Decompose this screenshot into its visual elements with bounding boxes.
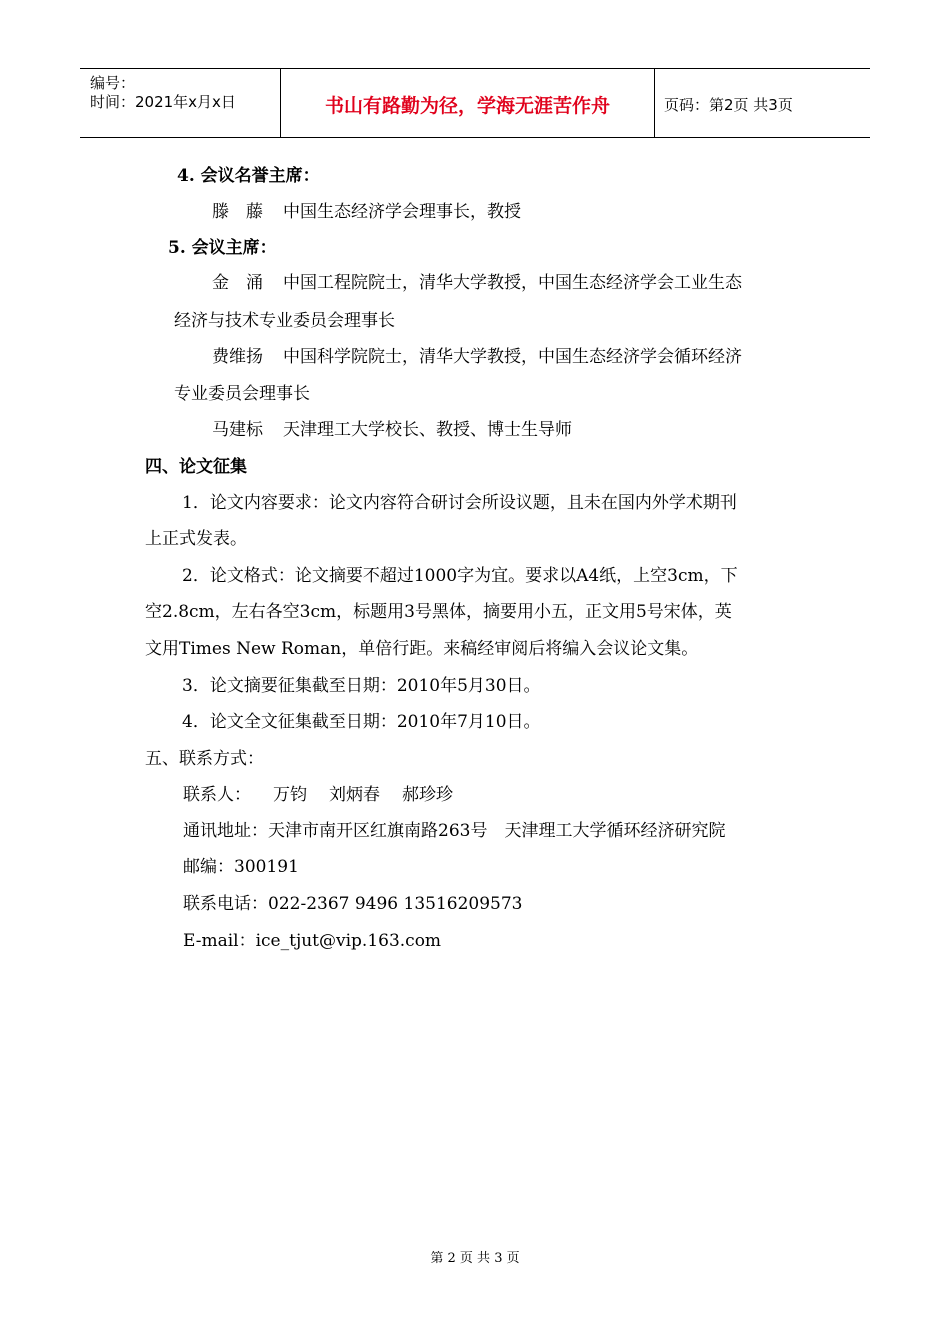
paper-item-4: 4．论文全文征集截至日期：2010年7月10日。 [182,712,541,732]
chair-entry-1 [212,268,742,293]
page-header [80,68,870,138]
person-desc: 中国科学院院士，清华大学教授，中国生态经济学会循环经济 [283,347,742,367]
serial-label: 编号： [90,74,136,92]
honorary-chair-entry [212,197,521,222]
motto-text: 书山有路勤为径，学海无涯苦作舟 [324,95,610,117]
honorary-chair-heading [177,161,320,186]
contact-person: 万钧 [273,785,307,805]
contact-heading: 五、联系方式： [145,749,264,769]
header-motto-cell [281,69,655,137]
paper-item-1: 1．论文内容要求：论文内容符合研讨会所设议题，且未在国内外学术期刊 [182,493,737,513]
person-desc: 中国工程院院士，清华大学教授，中国生态经济学会工业生态 [283,273,742,293]
person-name: 马建标 [212,420,263,440]
contact-phone: 联系电话：022-2367 9496 13516209573 [183,894,523,914]
honorary-chair-title: 4. 会议名誉主席： [177,166,320,186]
paper-item-1-cont: 上正式发表。 [145,529,247,549]
person-name: 滕 藤 [212,202,263,222]
chair-entry-1-cont: 经济与技术专业委员会理事长 [174,311,395,331]
contact-person: 郝珍珍 [402,785,453,805]
paper-item-3: 3．论文摘要征集截至日期：2010年5月30日。 [182,676,541,696]
chair-heading [168,233,277,258]
paper-item-2: 2．论文格式：论文摘要不超过1000字为宜。要求以A4纸，上空3cm，下 [182,566,738,586]
header-meta-cell [80,69,281,137]
paper-item-2-cont2: 文用Times New Roman，单倍行距。来稿经审阅后将编入会议论文集。 [145,639,699,659]
contact-people [183,780,453,805]
contact-person: 刘炳春 [329,785,380,805]
person-name: 金 涌 [212,273,263,293]
person-desc: 天津理工大学校长、教授、博士生导师 [283,420,572,440]
page-label: 页码：第2页 共3页 [664,96,793,114]
header-page-cell [655,69,870,137]
contact-people-label: 联系人： [183,785,251,805]
paper-item-2-cont: 空2.8cm，左右各空3cm，标题用3号黑体，摘要用小五，正文用5号宋体，英 [145,602,732,622]
chair-entry-2 [212,342,742,367]
contact-postcode: 邮编：300191 [183,857,299,877]
contact-email: E-mail：ice_tjut@vip.163.com [183,931,442,951]
papers-heading: 四、论文征集 [145,457,247,477]
person-name: 费维扬 [212,347,263,367]
chair-entry-3 [212,415,572,440]
contact-address: 通讯地址：天津市南开区红旗南路263号 天津理工大学循环经济研究院 [183,821,726,841]
time-label: 时间：2021年x月x日 [90,93,236,111]
chair-title: 5. 会议主席： [168,238,277,258]
chair-entry-2-cont: 专业委员会理事长 [174,384,310,404]
page-footer: 第 2 页 共 3 页 [430,1251,520,1266]
person-desc: 中国生态经济学会理事长，教授 [283,202,521,222]
